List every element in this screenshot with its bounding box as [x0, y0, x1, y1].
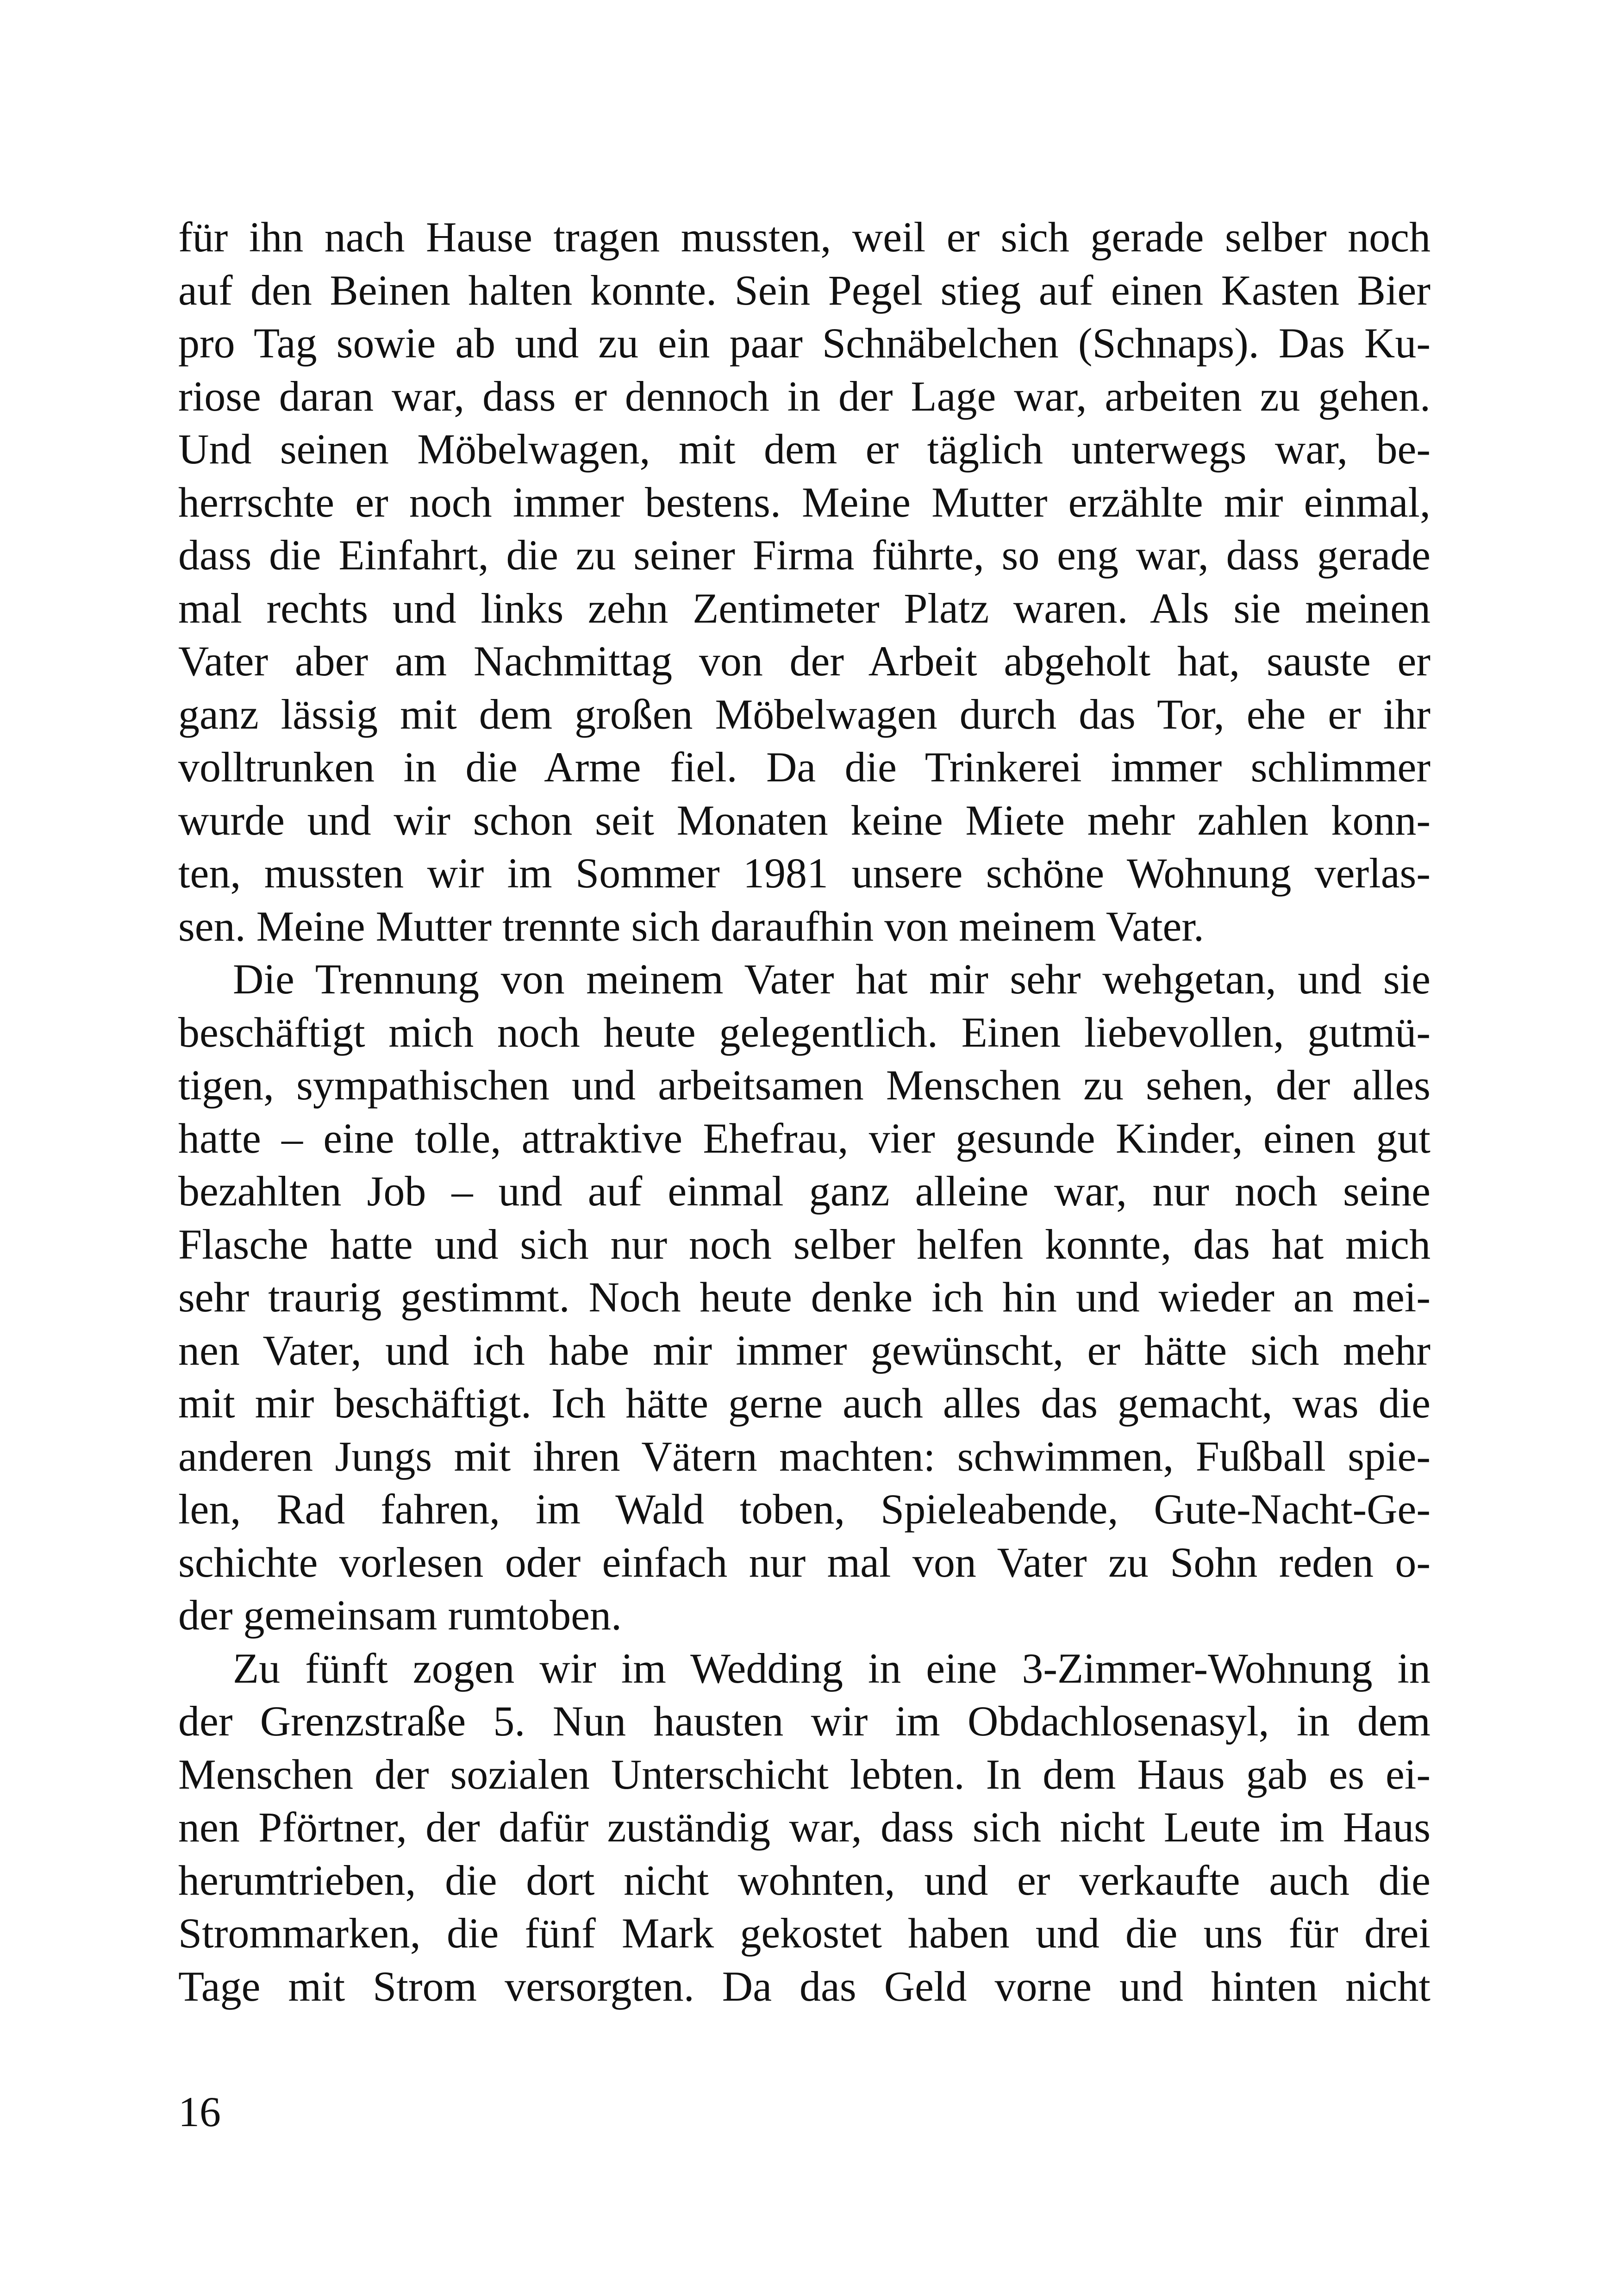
text-line: Menschen der sozialen Unterschicht lebten. In dem Haus gab es ei-	[178, 1750, 1431, 1798]
text-line: Strommarken, die fünf Mark gekostet haben und die uns für drei	[178, 1909, 1431, 1957]
text-line: der gemeinsam rumtoben.	[178, 1591, 622, 1639]
text-line: mal rechts und links zehn Zentimeter Platz waren. Als sie meinen	[178, 584, 1431, 632]
text-line: dass die Einfahrt, die zu seiner Firma führte, so eng war, dass gerade	[178, 531, 1431, 579]
text-line: schichte vorlesen oder einfach nur mal von Vater zu Sohn reden o-	[178, 1538, 1431, 1586]
text-line: volltrunken in die Arme fiel. Da die Trinkerei immer schlimmer	[178, 743, 1431, 791]
text-line: sen. Meine Mutter trennte sich daraufhin von meinem Vater.	[178, 902, 1204, 950]
text-line: anderen Jungs mit ihren Vätern machten: schwimmen, Fußball spie-	[178, 1432, 1431, 1480]
text-line: tigen, sympathischen und arbeitsamen Menschen zu sehen, der alles	[178, 1061, 1431, 1109]
text-line: für ihn nach Hause tragen mussten, weil er sich gerade selber noch	[178, 213, 1431, 261]
text-line: bezahlten Job – und auf einmal ganz alleine war, nur noch seine	[178, 1167, 1431, 1215]
text-line: sehr traurig gestimmt. Noch heute denke ich hin und wieder an mei-	[178, 1273, 1431, 1321]
text-line: beschäftigt mich noch heute gelegentlich. Einen liebevollen, gutmü-	[178, 1008, 1431, 1056]
text-line: pro Tag sowie ab und zu ein paar Schnäbelchen (Schnaps). Das Ku-	[178, 319, 1431, 367]
text-line: Zu fünft zogen wir im Wedding in eine 3-Zimmer-Wohnung in	[233, 1644, 1431, 1692]
text-line: ganz lässig mit dem großen Möbelwagen durch das Tor, ehe er ihr	[178, 690, 1431, 738]
text-line: riose daran war, dass er dennoch in der Lage war, arbeiten zu gehen.	[178, 372, 1431, 420]
body-text	[178, 211, 1431, 2013]
text-line: herrschte er noch immer bestens. Meine Mutter erzählte mir einmal,	[178, 478, 1431, 526]
text-line: wurde und wir schon seit Monaten keine Miete mehr zahlen konn-	[178, 796, 1431, 844]
text-line: auf den Beinen halten konnte. Sein Pegel stieg auf einen Kasten Bier	[178, 266, 1431, 314]
text-line: Und seinen Möbelwagen, mit dem er täglich unterwegs war, be-	[178, 425, 1431, 473]
text-line: len, Rad fahren, im Wald toben, Spieleabende, Gute-Nacht-Ge-	[178, 1485, 1431, 1533]
text-line: Tage mit Strom versorgten. Da das Geld vorne und hinten nicht	[178, 1962, 1431, 2010]
text-line: Die Trennung von meinem Vater hat mir sehr wehgetan, und sie	[233, 955, 1431, 1003]
text-line: herumtrieben, die dort nicht wohnten, und er verkaufte auch die	[178, 1856, 1431, 1904]
text-line: Vater aber am Nachmittag von der Arbeit abgeholt hat, sauste er	[178, 637, 1431, 685]
page-number: 16	[178, 2088, 221, 2135]
text-line: nen Pförtner, der dafür zuständig war, dass sich nicht Leute im Haus	[178, 1803, 1431, 1851]
text-line: Flasche hatte und sich nur noch selber helfen konnte, das hat mich	[178, 1220, 1431, 1268]
text-line: nen Vater, und ich habe mir immer gewünscht, er hätte sich mehr	[178, 1326, 1431, 1374]
text-line: der Grenzstraße 5. Nun hausten wir im Obdachlosenasyl, in dem	[178, 1697, 1431, 1745]
text-line: ten, mussten wir im Sommer 1981 unsere schöne Wohnung verlas-	[178, 849, 1431, 897]
text-line: hatte – eine tolle, attraktive Ehefrau, vier gesunde Kinder, einen gut	[178, 1114, 1431, 1162]
text-line: mit mir beschäftigt. Ich hätte gerne auch alles das gemacht, was die	[178, 1379, 1431, 1427]
